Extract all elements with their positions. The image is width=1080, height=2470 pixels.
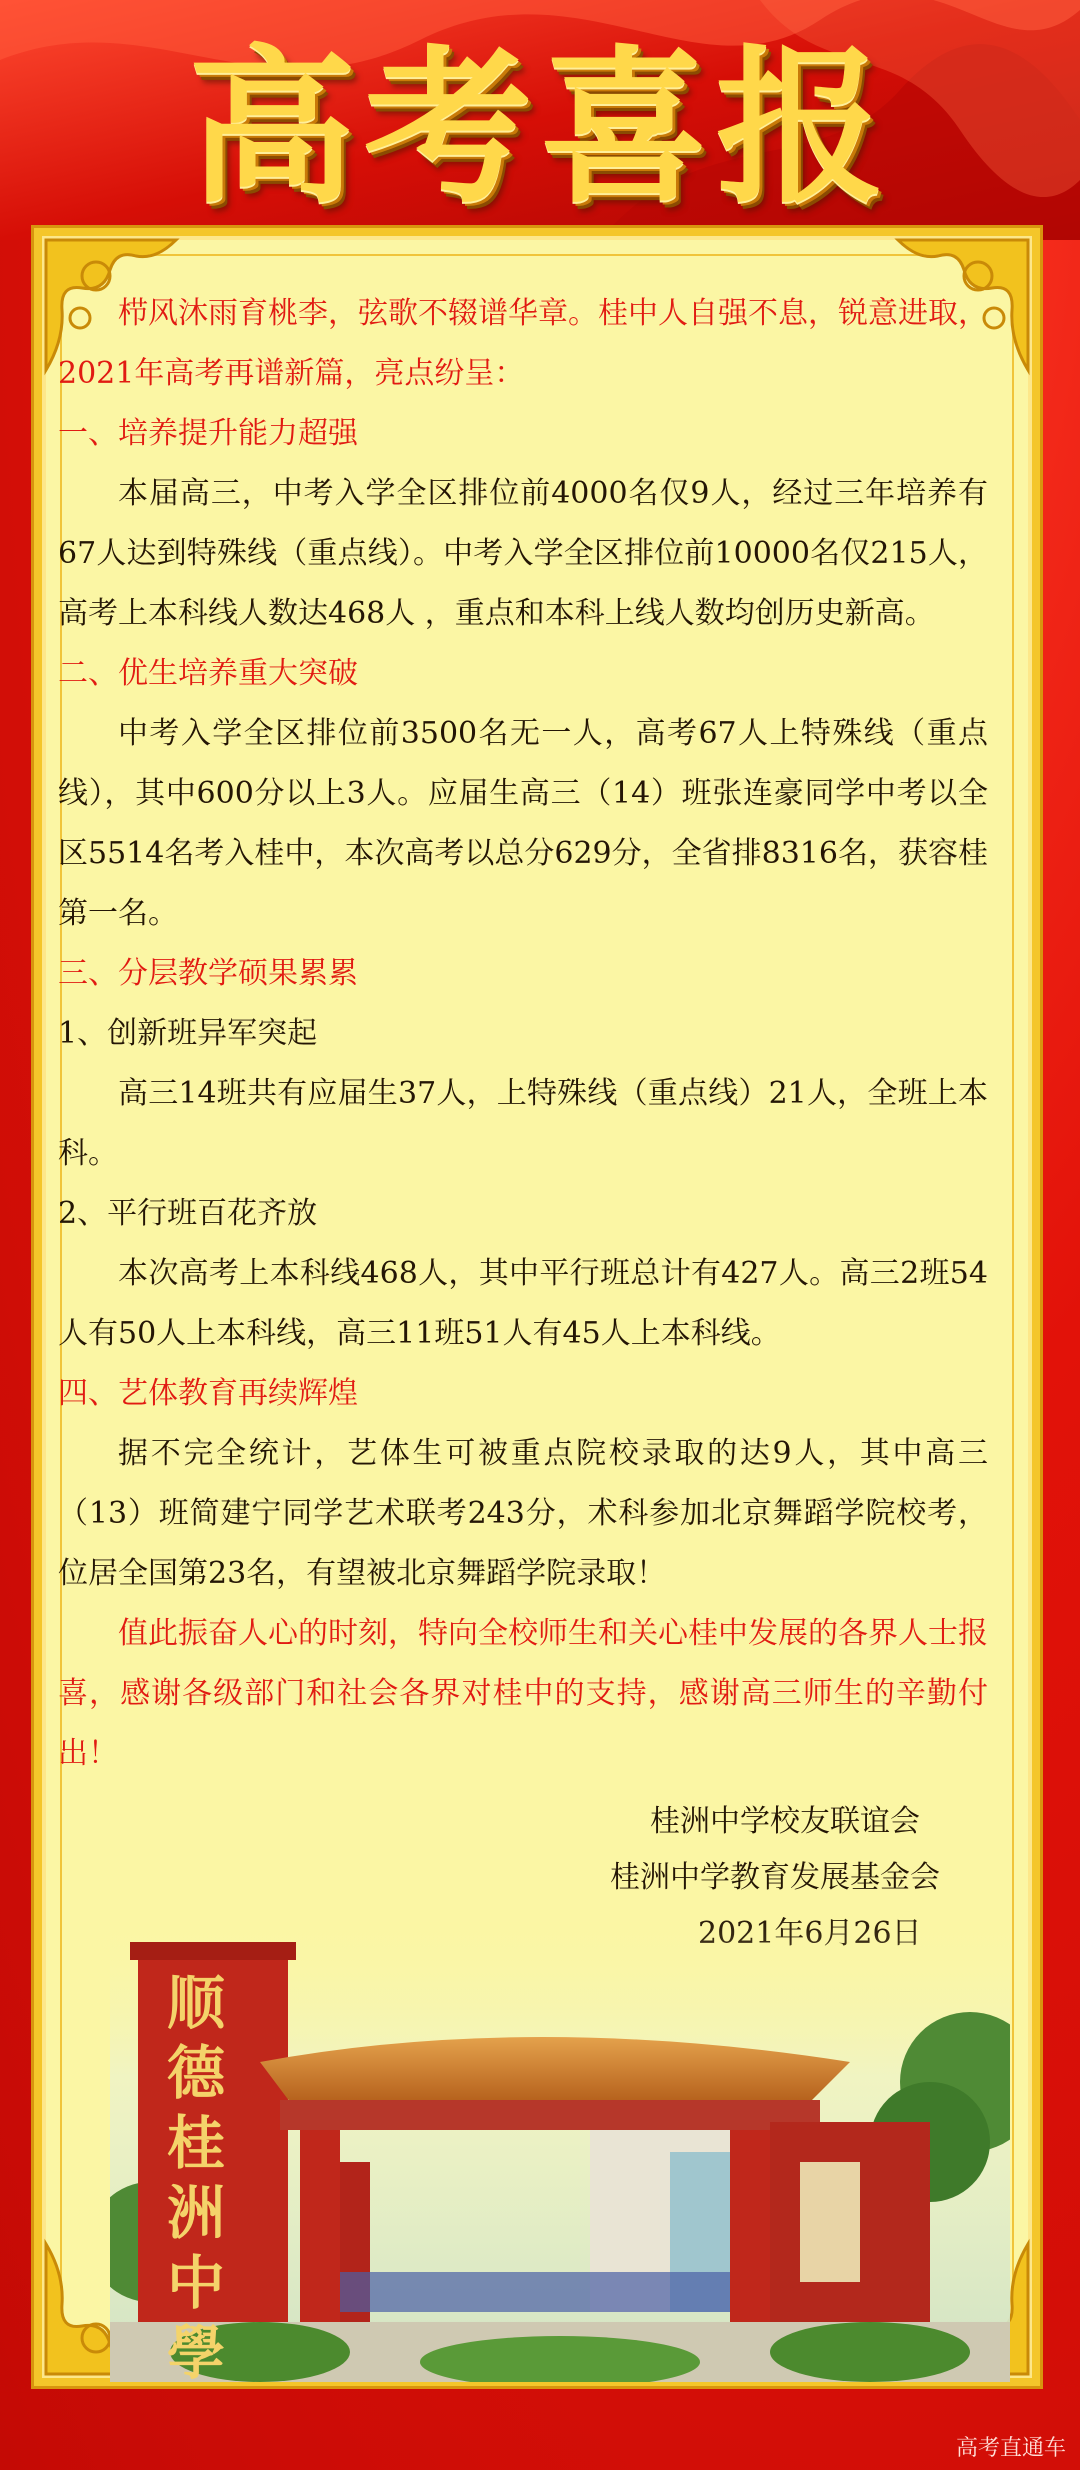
section-paragraph: 本届高三，中考入学全区排位前4000名仅9人，经过三年培养有67人达到特殊线（重点线）。中考入学全区排位前10000名仅215人，高考上本科线人数达468人 ，重点和本科上线人数均创历史新高。 xyxy=(58,476,988,631)
gate-char: 德 xyxy=(166,2039,225,2107)
gate-char: 洲 xyxy=(166,2179,225,2247)
gate-char: 學 xyxy=(166,2319,225,2387)
announcement-body xyxy=(58,284,988,1784)
intro-paragraph: 栉风沐雨育桃李，弦歌不辍谱华章。桂中人自强不息，锐意进取，2021年高考再谱新篇，亮点纷呈： xyxy=(58,296,988,391)
signature-org-alumni: 桂洲中学校友联谊会 xyxy=(650,1804,920,1839)
signature-org-foundation: 桂洲中学教育发展基金会 xyxy=(610,1860,940,1895)
poster-title: 高考喜报 xyxy=(188,30,892,226)
subsection-heading: 1、创新班异军突起 xyxy=(58,1016,318,1051)
watermark: 高考直通车 xyxy=(955,2436,1066,2461)
section-heading: 四、艺体教育再续辉煌 xyxy=(58,1376,358,1411)
section-heading: 一、培养提升能力超强 xyxy=(58,416,358,451)
gate-char: 顺 xyxy=(166,1969,225,2037)
gate-char: 中 xyxy=(166,2249,225,2317)
section-heading: 二、优生培养重大突破 xyxy=(58,656,358,691)
gate-calligraphy xyxy=(150,1968,242,2388)
section-paragraph: 本次高考上本科线468人，其中平行班总计有427人。高三2班54人有50人上本科线，高三11班51人有45人上本科线。 xyxy=(58,1256,988,1351)
section-paragraph: 中考入学全区排位前3500名无一人，高考67人上特殊线（重点线），其中600分以上3人。应届生高三（14）班张连豪同学中考以全区5514名考入桂中，本次高考以总分629分，全省排8316名，获容桂第一名。 xyxy=(58,716,988,931)
subsection-heading: 2、平行班百花齐放 xyxy=(58,1196,318,1231)
closing-paragraph: 值此振奋人心的时刻，特向全校师生和关心桂中发展的各界人士报喜，感谢各级部门和社会各界对桂中的支持，感谢高三师生的辛勤付出！ xyxy=(58,1616,988,1771)
gate-char: 桂 xyxy=(166,2109,225,2177)
section-heading: 三、分层教学硕果累累 xyxy=(58,956,358,991)
school-gate-image xyxy=(110,1912,1010,2382)
section-paragraph: 据不完全统计，艺体生可被重点院校录取的达9人，其中高三（13）班简建宁同学艺术联考243分，术科参加北京舞蹈学院校考，位居全国第23名，有望被北京舞蹈学院录取！ xyxy=(58,1436,988,1591)
section-paragraph: 高三14班共有应届生37人，上特殊线（重点线）21人，全班上本科。 xyxy=(58,1076,988,1171)
